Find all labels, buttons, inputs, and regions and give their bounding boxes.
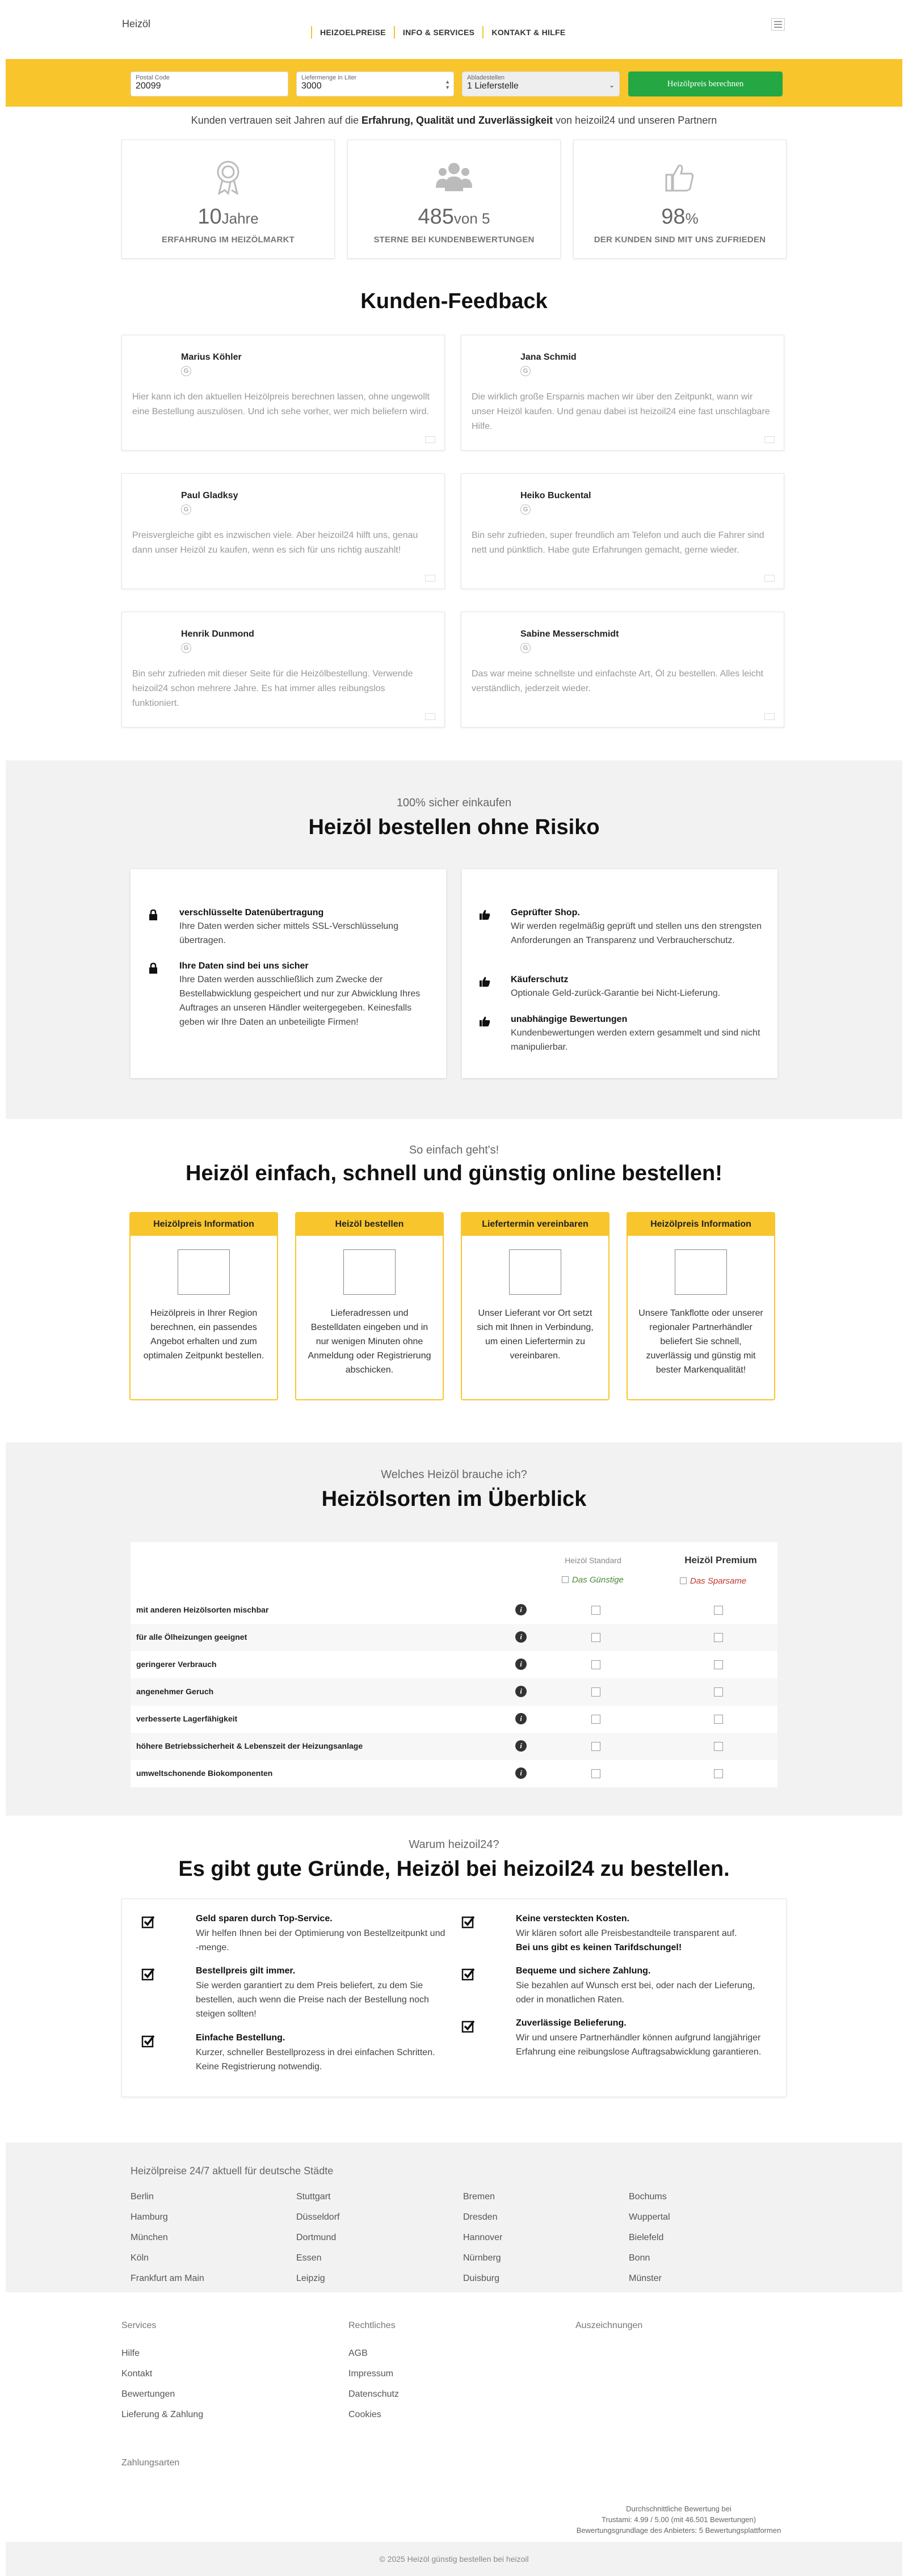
amount-field[interactable] bbox=[296, 71, 454, 96]
row-label: angenehmer Geruch bbox=[136, 1687, 214, 1696]
row-label: höhere Betriebssicherheit & Lebenszeit der Heizungsanlage bbox=[136, 1741, 363, 1750]
security-box bbox=[131, 869, 446, 1078]
reason-text bbox=[196, 1926, 448, 1955]
stat-num: 485 bbox=[418, 205, 454, 229]
col-premium: Heizöl Premium bbox=[684, 1555, 757, 1565]
premium-checkbox[interactable] bbox=[714, 1633, 723, 1642]
city-link[interactable]: Hamburg bbox=[131, 2212, 168, 2222]
site-footer bbox=[0, 2292, 908, 2542]
step-head: Heizöl bestellen bbox=[296, 1213, 443, 1236]
footer-link[interactable]: Cookies bbox=[348, 2410, 381, 2419]
security-item bbox=[148, 908, 431, 948]
row-label: für alle Ölheizungen geeignet bbox=[136, 1632, 247, 1641]
standard-checkbox[interactable] bbox=[591, 1660, 600, 1669]
quote-icon bbox=[425, 713, 435, 720]
feedback-card bbox=[121, 473, 445, 589]
checkbox-icon[interactable] bbox=[680, 1577, 687, 1584]
sorts-title: Heizölsorten im Überblick bbox=[321, 1487, 587, 1511]
stat-card-experience bbox=[121, 140, 335, 259]
stat-caption: ERFAHRUNG IM HEIZÖLMARKT bbox=[162, 235, 295, 245]
city-link[interactable]: Duisburg bbox=[463, 2274, 500, 2283]
table-row bbox=[131, 1733, 777, 1760]
thumbs-up-icon bbox=[479, 1016, 490, 1027]
main-nav bbox=[311, 26, 574, 39]
reasons-title: Es gibt gute Gründe, Heizöl bei heizoil24 zu bestellen. bbox=[178, 1857, 730, 1881]
premium-checkbox[interactable] bbox=[714, 1687, 723, 1697]
row-label: geringerer Verbrauch bbox=[136, 1660, 217, 1669]
cities-section bbox=[6, 2143, 902, 2292]
city-link[interactable]: Köln bbox=[131, 2253, 149, 2263]
step-head: Heizölpreis Information bbox=[628, 1213, 774, 1236]
reason-item bbox=[461, 2018, 768, 2059]
nav-kontakt-hilfe[interactable]: KONTAKT & HILFE bbox=[482, 26, 573, 39]
premium-checkbox[interactable] bbox=[714, 1660, 723, 1669]
quote-icon bbox=[764, 713, 775, 720]
steps-kicker: So einfach geht's! bbox=[409, 1144, 499, 1156]
trust-box bbox=[462, 869, 777, 1078]
reason-title: Bestellpreis gilt immer. bbox=[196, 1966, 296, 1976]
table-row bbox=[131, 1678, 777, 1706]
standard-checkbox[interactable] bbox=[591, 1742, 600, 1751]
reason-text bbox=[516, 1926, 768, 1955]
trust-item-text: Kundenbewertungen werden extern gesammelt und sind nicht manipulierbar. bbox=[511, 1028, 760, 1052]
reason-item bbox=[141, 1966, 448, 2021]
table-body bbox=[131, 1597, 777, 1787]
city-link[interactable]: Dresden bbox=[463, 2212, 498, 2222]
trust-pre: Kunden vertrauen seit Jahren auf die bbox=[191, 115, 361, 126]
reason-body: Kurzer, schneller Bestellprozess in drei einfachen Schritten. Keine Registrierung notwendig. bbox=[196, 2048, 435, 2072]
trust-item-text: Optionale Geld-zurück-Garantie bei Nicht-Lieferung. bbox=[511, 988, 721, 998]
step-image bbox=[343, 1249, 396, 1295]
trust-item-text: Wir werden regelmäßig geprüft und stellen uns den strengsten Anforderungen an Transparenz und Verbraucherschutz. bbox=[511, 921, 762, 945]
city-link[interactable]: Bielefeld bbox=[629, 2233, 664, 2242]
reason-title: Bequeme und sichere Zahlung. bbox=[516, 1966, 651, 1976]
reason-body: Wir und unsere Partnerhändler können aufgrund langjähriger Erfahrung eine reibungslose Auftragsabwicklung garantieren. bbox=[516, 2033, 762, 2057]
reason-body: Wir helfen Ihnen bei der Optimierung von Bestellzeitpunkt und -menge. bbox=[196, 1929, 445, 1952]
footer-awards-title: Auszeichnungen bbox=[575, 2321, 643, 2330]
thumbs-up-icon bbox=[479, 909, 490, 920]
footer-link[interactable]: Datenschutz bbox=[348, 2389, 399, 2399]
reason-item bbox=[141, 1914, 448, 1955]
trust-line bbox=[0, 115, 908, 134]
review-text: Das war meine schnellste und einfachste Art, Öl zu bestellen. Alles leicht verständlich, jederzeit wieder. bbox=[472, 669, 764, 693]
stats-section bbox=[0, 134, 908, 264]
footer-link[interactable]: Kontakt bbox=[121, 2369, 153, 2379]
info-icon[interactable]: i bbox=[515, 1713, 527, 1724]
google-icon: G bbox=[520, 366, 531, 376]
footer-link[interactable]: Bewertungen bbox=[121, 2389, 175, 2399]
step-text: Unsere Tankflotte oder unserer regionaler Partnerhändler beliefert Sie schnell, zuverlässig und günstig mit bester Markenqualität! bbox=[638, 1308, 763, 1375]
feedback-grid bbox=[0, 335, 908, 760]
step-image bbox=[178, 1249, 230, 1295]
reviewer-name: Sabine Messerschmidt bbox=[520, 629, 619, 639]
steps-title: Heizöl einfach, schnell und günstig online bestellen! bbox=[186, 1161, 722, 1185]
google-icon: G bbox=[181, 643, 191, 653]
reason-item bbox=[461, 1966, 768, 2007]
review-text: Die wirklich große Ersparnis machen wir über den Zeitpunkt, wann wir unser Heizöl kaufen. Und genau dabei ist heizoil24 eine fast unschlagbare Hilfe. bbox=[472, 392, 770, 431]
stat-card-satisfaction bbox=[573, 140, 787, 259]
step-image bbox=[675, 1249, 727, 1295]
footer-link[interactable]: Hilfe bbox=[121, 2348, 140, 2358]
reason-text bbox=[196, 1979, 448, 2021]
menu-icon[interactable] bbox=[771, 18, 785, 31]
premium-checkbox[interactable] bbox=[714, 1606, 723, 1615]
feedback-card bbox=[121, 335, 445, 451]
col-standard: Heizöl Standard bbox=[565, 1556, 621, 1565]
stat-unit: Jahre bbox=[221, 210, 259, 227]
step-card bbox=[295, 1212, 444, 1400]
review-text: Bin sehr zufrieden, super freundlich am Telefon und auch die Fahrer sind nett und pünktlich. Habe gute Erfahrungen gemacht, gerne wieder. bbox=[472, 531, 764, 555]
reason-title: Zuverlässige Belieferung. bbox=[516, 2018, 627, 2028]
trust-item bbox=[479, 975, 763, 1000]
lock-icon bbox=[148, 909, 159, 920]
unloading-points-select[interactable] bbox=[462, 71, 620, 96]
stat-unit: % bbox=[685, 210, 699, 227]
reason-emphasis: Bei uns gibt es keinen Tarifdschungel! bbox=[516, 1943, 682, 1952]
reason-title: Keine versteckten Kosten. bbox=[516, 1914, 630, 1923]
city-link[interactable]: Essen bbox=[296, 2253, 322, 2263]
risk-kicker: 100% sicher einkaufen bbox=[396, 797, 512, 809]
city-link[interactable]: Düsseldorf bbox=[296, 2212, 340, 2222]
step-text: Heizölpreis in Ihrer Region berechnen, ein passendes Angebot erhalten und zum optimalen Zeitpunkt bestellen. bbox=[143, 1308, 264, 1361]
city-link[interactable]: Bochums bbox=[629, 2192, 667, 2202]
quote-icon bbox=[764, 436, 775, 443]
checkbox-checked-icon bbox=[141, 1915, 155, 1929]
reason-text bbox=[516, 1979, 768, 2007]
trust-item-title: unabhängige Bewertungen bbox=[511, 1015, 628, 1024]
step-image bbox=[509, 1249, 561, 1295]
stat-num: 98 bbox=[661, 205, 686, 229]
city-link[interactable]: Stuttgart bbox=[296, 2192, 331, 2202]
footer-services bbox=[121, 2321, 203, 2425]
step-head: Heizölpreis Information bbox=[131, 1213, 277, 1236]
reason-text bbox=[196, 2045, 448, 2074]
site-header bbox=[0, 0, 908, 59]
feedback-card bbox=[461, 473, 784, 589]
review-text: Bin sehr zufrieden mit dieser Seite für die Heizölbestellung. Verwende heizoil24 schon mehrere Jahre. Es hat immer alles reibungslos funktioniert. bbox=[132, 669, 413, 708]
quote-icon bbox=[764, 575, 775, 582]
city-link[interactable]: Wuppertal bbox=[629, 2212, 670, 2222]
quote-icon bbox=[425, 436, 435, 443]
checkbox-checked-icon bbox=[461, 2019, 475, 2033]
stat-num: 10 bbox=[197, 205, 222, 229]
row-label: umweltschonende Biokomponenten bbox=[136, 1769, 273, 1778]
postal-code-value[interactable]: 20099 bbox=[136, 81, 161, 91]
step-text: Unser Lieferant vor Ort setzt sich mit Ihnen in Verbindung, um einen Liefertermin zu vereinbaren. bbox=[477, 1308, 594, 1361]
stat-unit: von 5 bbox=[453, 210, 490, 227]
trust-item-title: Geprüfter Shop. bbox=[511, 908, 580, 917]
standard-sub: Das Günstige bbox=[572, 1575, 624, 1585]
unloading-points-value[interactable]: 1 Lieferstelle bbox=[467, 81, 519, 91]
reviewer-name: Paul Gladksy bbox=[181, 491, 238, 500]
reason-item bbox=[461, 1914, 768, 1955]
stat-card-stars bbox=[347, 140, 561, 259]
info-icon[interactable]: i bbox=[515, 1767, 527, 1779]
standard-select[interactable] bbox=[562, 1575, 636, 1585]
reviewer-name: Marius Köhler bbox=[181, 352, 242, 362]
checkbox-checked-icon bbox=[461, 1967, 475, 1981]
reason-title: Geld sparen durch Top-Service. bbox=[196, 1914, 333, 1923]
security-item-text: Ihre Daten werden ausschließlich zum Zwecke der Bestellabwicklung gespeichert und nur zur Abwicklung Ihres Auftrages an unseren Händler weitergegeben. Keinesfalls geben wir Ihre Daten an unbeteiligte Firmen! bbox=[179, 975, 421, 1027]
review-text: Hier kann ich den aktuellen Heizölpreis berechnen lassen, ohne ungewollt eine Bestellung auszulösen. Und ich sehe vorher, wer mich beliefern wird. bbox=[132, 392, 430, 416]
city-link[interactable]: Münster bbox=[629, 2274, 662, 2283]
reasons-kicker: Warum heizoil24? bbox=[409, 1838, 499, 1851]
comparison-table bbox=[131, 1542, 777, 1787]
thumbs-up-icon bbox=[574, 157, 786, 197]
standard-checkbox[interactable] bbox=[591, 1769, 600, 1778]
reviewer-name: Heiko Buckental bbox=[520, 491, 591, 500]
city-link[interactable]: Hannover bbox=[463, 2233, 503, 2242]
step-head: Liefertermin vereinbaren bbox=[462, 1213, 608, 1236]
google-icon: G bbox=[181, 504, 191, 515]
rating-line-2: Trustami: 4.99 / 5.00 (mit 46.501 Bewertungen) Bewertungsgrundlage des Anbieters: 5 Bewertungsplattformen bbox=[576, 2515, 781, 2535]
checkbox-icon[interactable] bbox=[562, 1576, 569, 1583]
award-ribbon-icon bbox=[122, 157, 334, 197]
postal-code-label: Postal Code bbox=[136, 74, 170, 81]
postal-code-field[interactable] bbox=[131, 71, 288, 96]
reviewer-name: Henrik Dunmond bbox=[181, 629, 254, 639]
footer-legal-title: Rechtliches bbox=[348, 2321, 396, 2330]
amount-label: Liefermenge in Liter bbox=[301, 74, 357, 81]
info-icon[interactable]: i bbox=[515, 1631, 527, 1643]
nav-heizoelpreise[interactable]: HEIZOELPREISE bbox=[311, 26, 394, 39]
standard-checkbox[interactable] bbox=[591, 1633, 600, 1642]
city-link[interactable]: Bonn bbox=[629, 2253, 650, 2263]
trust-item bbox=[479, 908, 763, 948]
security-item bbox=[148, 961, 431, 1029]
table-row bbox=[131, 1624, 777, 1651]
footer-link[interactable]: Impressum bbox=[348, 2369, 394, 2379]
logo[interactable]: Heizöl bbox=[122, 18, 151, 30]
reasons-box bbox=[121, 1899, 787, 2097]
info-icon[interactable]: i bbox=[515, 1686, 527, 1697]
checkbox-checked-icon bbox=[141, 2034, 155, 2048]
city-link[interactable]: Bremen bbox=[463, 2192, 495, 2202]
security-item-text: Ihre Daten werden sicher mittels SSL-Verschlüsselung übertragen. bbox=[179, 921, 398, 945]
lock-icon bbox=[148, 962, 159, 974]
reason-body: Sie bezahlen auf Wunsch erst bei, oder nach der Lieferung, oder in monatlichen Raten. bbox=[516, 1981, 755, 2005]
reason-body: Wir klären sofort alle Preisbestandteile transparent auf. bbox=[516, 1929, 737, 1938]
feedback-card bbox=[461, 612, 784, 727]
trust-bold: Erfahrung, Qualität und Zuverlässigkeit bbox=[361, 115, 553, 126]
trust-item-title: Käuferschutz bbox=[511, 975, 569, 984]
spinner-icon[interactable]: ▲ ▼ bbox=[445, 79, 450, 90]
google-icon: G bbox=[181, 366, 191, 376]
trust-item bbox=[479, 1015, 763, 1054]
city-link[interactable]: Dortmund bbox=[296, 2233, 337, 2242]
standard-checkbox[interactable] bbox=[591, 1687, 600, 1697]
table-row bbox=[131, 1651, 777, 1678]
info-icon[interactable]: i bbox=[515, 1659, 527, 1670]
city-link[interactable]: Berlin bbox=[131, 2192, 154, 2202]
google-icon: G bbox=[520, 643, 531, 653]
footer-awards bbox=[575, 2321, 642, 2343]
security-item-title: verschlüsselte Datenübertragung bbox=[179, 908, 324, 917]
nav-info-services[interactable]: INFO & SERVICES bbox=[394, 26, 482, 39]
table-row bbox=[131, 1760, 777, 1787]
reason-body: Sie werden garantiert zu dem Preis beliefert, zu dem Sie bestellen, auch wenn die Preise nach der Bestellung noch steigen sollten! bbox=[196, 1981, 429, 2019]
premium-sub: Das Sparsame bbox=[690, 1576, 747, 1586]
info-icon[interactable]: i bbox=[515, 1604, 527, 1615]
checkbox-checked-icon bbox=[141, 1967, 155, 1981]
premium-checkbox[interactable] bbox=[714, 1715, 723, 1724]
copyright: © 2025 Heizöl günstig bestellen bei heizoil bbox=[6, 2542, 902, 2576]
city-link[interactable]: Leipzig bbox=[296, 2274, 325, 2283]
footer-link[interactable]: AGB bbox=[348, 2348, 368, 2358]
city-column bbox=[296, 2187, 339, 2289]
standard-checkbox[interactable] bbox=[591, 1715, 600, 1724]
rating-widget[interactable] bbox=[573, 2503, 784, 2536]
city-column bbox=[131, 2187, 204, 2289]
risk-section bbox=[6, 760, 902, 1119]
footer-link[interactable]: Lieferung & Zahlung bbox=[121, 2410, 204, 2419]
quote-icon bbox=[425, 575, 435, 582]
info-icon[interactable]: i bbox=[515, 1740, 527, 1752]
checkbox-checked-icon bbox=[461, 1915, 475, 1929]
chevron-down-icon: ⌄ bbox=[608, 81, 615, 89]
reason-title: Einfache Bestellung. bbox=[196, 2033, 285, 2043]
order-bar bbox=[6, 59, 902, 107]
reviewer-name: Jana Schmid bbox=[520, 352, 577, 362]
table-row bbox=[131, 1706, 777, 1733]
reason-item bbox=[141, 2033, 448, 2074]
feedback-card bbox=[461, 335, 784, 451]
reasons-section bbox=[0, 1816, 908, 2143]
thumbs-up-icon bbox=[479, 976, 490, 987]
google-icon: G bbox=[520, 504, 531, 515]
table-row bbox=[131, 1597, 777, 1624]
steps-section bbox=[0, 1119, 908, 1442]
sorts-kicker: Welches Heizöl brauche ich? bbox=[381, 1468, 527, 1481]
footer-services-title: Services bbox=[121, 2321, 157, 2330]
rating-line-1: Durchschnittliche Bewertung bei bbox=[626, 2505, 732, 2513]
review-text: Preisvergleiche gibt es inzwischen viele. Aber heizoil24 hilft uns, genau dann unser Heizöl zu kaufen, wenn es sich für uns richtig auszahlt! bbox=[132, 531, 418, 555]
risk-title: Heizöl bestellen ohne Risiko bbox=[308, 815, 600, 839]
cities-title: Heizölpreise 24/7 aktuell für deutsche Städte bbox=[131, 2165, 334, 2177]
payment-methods-title: Zahlungsarten bbox=[121, 2458, 180, 2468]
step-card bbox=[627, 1212, 775, 1400]
standard-checkbox[interactable] bbox=[591, 1606, 600, 1615]
feedback-title: Kunden-Feedback bbox=[360, 289, 548, 313]
city-column bbox=[629, 2187, 670, 2289]
city-column bbox=[463, 2187, 502, 2289]
footer-legal bbox=[348, 2321, 399, 2425]
step-card bbox=[461, 1212, 609, 1400]
city-link[interactable]: Frankfurt am Main bbox=[131, 2274, 204, 2283]
security-item-title: Ihre Daten sind bei uns sicher bbox=[179, 961, 309, 971]
row-label: mit anderen Heizölsorten mischbar bbox=[136, 1605, 269, 1614]
premium-select[interactable] bbox=[680, 1576, 759, 1586]
premium-checkbox[interactable] bbox=[714, 1742, 723, 1751]
users-group-icon bbox=[348, 157, 560, 197]
stat-caption: STERNE BEI KUNDENBEWERTUNGEN bbox=[373, 235, 535, 245]
unloading-points-label: Abladestellen bbox=[467, 74, 505, 81]
feedback-card bbox=[121, 612, 445, 727]
premium-checkbox[interactable] bbox=[714, 1769, 723, 1778]
step-text: Lieferadressen und Bestelldaten eingeben und in nur wenigen Minuten ohne Anmeldung oder Registrierung abschicken. bbox=[308, 1308, 431, 1375]
city-link[interactable]: Nürnberg bbox=[463, 2253, 501, 2263]
row-label: verbesserte Lagerfähigkeit bbox=[136, 1714, 238, 1723]
stat-caption: DER KUNDEN SIND MIT UNS ZUFRIEDEN bbox=[594, 235, 766, 245]
city-link[interactable]: München bbox=[131, 2233, 168, 2242]
sorts-section bbox=[6, 1442, 902, 1816]
table-header bbox=[131, 1542, 777, 1597]
reason-text bbox=[516, 2031, 768, 2059]
step-card bbox=[129, 1212, 278, 1400]
trust-post: von heizoil24 und unseren Partnern bbox=[553, 115, 717, 126]
calculate-price-button[interactable]: Heizölpreis berechnen bbox=[628, 71, 783, 96]
amount-value[interactable]: 3000 bbox=[301, 81, 322, 91]
